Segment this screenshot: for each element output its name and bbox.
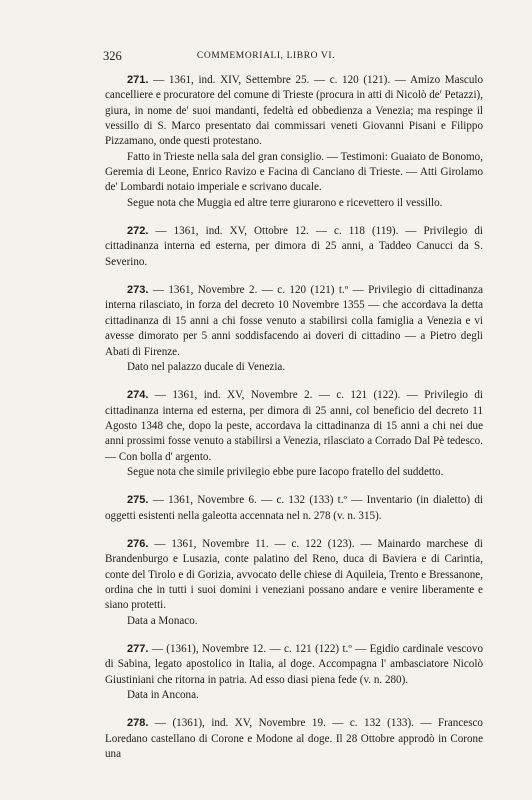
entry-paragraph — [105, 537, 483, 614]
entry-paragraph — [105, 388, 483, 465]
entry-number: 276. — [127, 537, 149, 550]
entry-body: — 1361, ind. XV, Ottobre 12. — c. 118 (119). — Privilegio di cittadinanza interna ed esterna, per dimora di 25 anni, a Taddeo Canucci da S. Severino. — [105, 225, 483, 268]
entry-note: Segue nota che Muggia ed altre terre giurarono e ricevettero il vessillo. — [127, 196, 443, 209]
entry-note: Fatto in Trieste nella sala del gran consiglio. — Testimoni: Guaiato de Bonomo, Geremia di Leone, Enrico Ravizo e Facina di Canciano di Trieste. — Atti Girolamo de' Lombardi notaio imperiale e scrivano ducale. — [105, 150, 483, 194]
entry-body: — 1361, ind. XIV, Settembre 25. — c. 120 (121). — Amizo Masculo cancelliere e procuratore del comune di Trieste (procura in atti di Nicolò de' Petazzi), giura, in nome de' suoi mandanti, fedeltà ed obbedienza a Venezia; ma respinge il vessillo di S. Marco presentato dai commissari veneti Giovanni Pisani e Filippo Pizzamano, onde questi protestano. — [105, 74, 483, 148]
entry — [105, 642, 483, 703]
entry-number: 272. — [127, 225, 149, 238]
entry-paragraph — [105, 493, 483, 524]
entry-body: — 1361, ind. XV, Novembre 2. — c. 121 (122). — Privilegio di cittadinanza interna ed esterna, per dimora di 25 anni, col beneficio del decreto 11 Agosto 1348 che, dopo la peste, accordava la cittadinanza di 15 anni a chi nei due anni prossimi fosse venuto a stabilirsi a Venezia, rilasciato a Corrado Dal Pè tedesco. — Con bolla d' argento. — [105, 389, 483, 463]
entry-paragraph — [105, 224, 483, 270]
entry-note: Data in Ancona. — [127, 689, 199, 702]
entry-number: 273. — [127, 284, 149, 297]
entry-paragraph — [105, 642, 483, 688]
entry-number: 271. — [127, 74, 149, 86]
entry — [105, 537, 483, 629]
entry-body: — 1361, Novembre 2. — c. 120 (121) t.º — Privilegio di cittadinanza interna rilasciato, in forza del decreto 10 Novembre 1355 — che accordava la detta cittadinanza di 15 anni a chi fosse venuto a stabilirsi colla famiglia a Venezia e vi avesse dimorato per 5 anni soddisfacendo ai doveri di cittadino — a Pietro degli Abati di Firenze. — [105, 284, 483, 358]
entry-number: 275. — [127, 494, 149, 507]
entry — [105, 224, 483, 270]
entry-note: Data a Monaco. — [127, 614, 198, 627]
entries-list — [105, 73, 483, 775]
running-title: COMMEMORIALI, LIBRO VI. — [196, 51, 336, 61]
entry-note: Dato nel palazzo ducale di Venezia. — [127, 360, 286, 373]
entry-body: — (1361), ind. XV, Novembre 19. — c. 132 (133). — Francesco Loredano castellano di Corone e Modone al doge. Il 28 Ottobre approdò in Corone una — [105, 717, 483, 761]
entry-paragraph — [105, 73, 483, 150]
entry-paragraph — [105, 283, 483, 360]
entry-body: — (1361), Novembre 12. — c. 121 (122) t.º — Egidio cardinale vescovo di Sabina, legato apostolico in Italia, al doge. Accompagna l' ambasciatore Nicolò Giustiniani che ritorna in patria. Ad esso diasi piena fede (v. n. 280). — [105, 643, 483, 686]
entry-number: 274. — [127, 389, 149, 402]
entry — [105, 283, 483, 375]
entry-number: 278. — [127, 717, 149, 730]
page-header — [0, 49, 532, 67]
entry — [105, 493, 483, 524]
entry-body: — 1361, Novembre 11. — c. 122 (123). — Mainardo marchese di Brandenburgo e Lusazia, conte palatino del Reno, duca di Baviera e di Carintia, conte del Tirolo e di Gorizia, avvocato delle chiese di Aquileia, Trento e Bressanone, ordina che in tutti i suoi domini i veneziani possano andare e venire liberamente e siano protetti. — [105, 537, 484, 612]
page-number: 326 — [103, 49, 122, 63]
entry — [105, 388, 483, 480]
entry-number: 277. — [127, 643, 149, 655]
entry — [105, 73, 483, 211]
entry-note: Segue nota che simile privilegio ebbe pure Iacopo fratello del suddetto. — [127, 465, 444, 478]
entry-paragraph — [105, 716, 483, 762]
entry — [105, 716, 483, 762]
entry-body: — 1361, Novembre 6. — c. 132 (133) t.º — Inventario (in dialetto) di oggetti esistenti nella galeotta accennata nel n. 278 (v. n. 315). — [105, 494, 484, 522]
